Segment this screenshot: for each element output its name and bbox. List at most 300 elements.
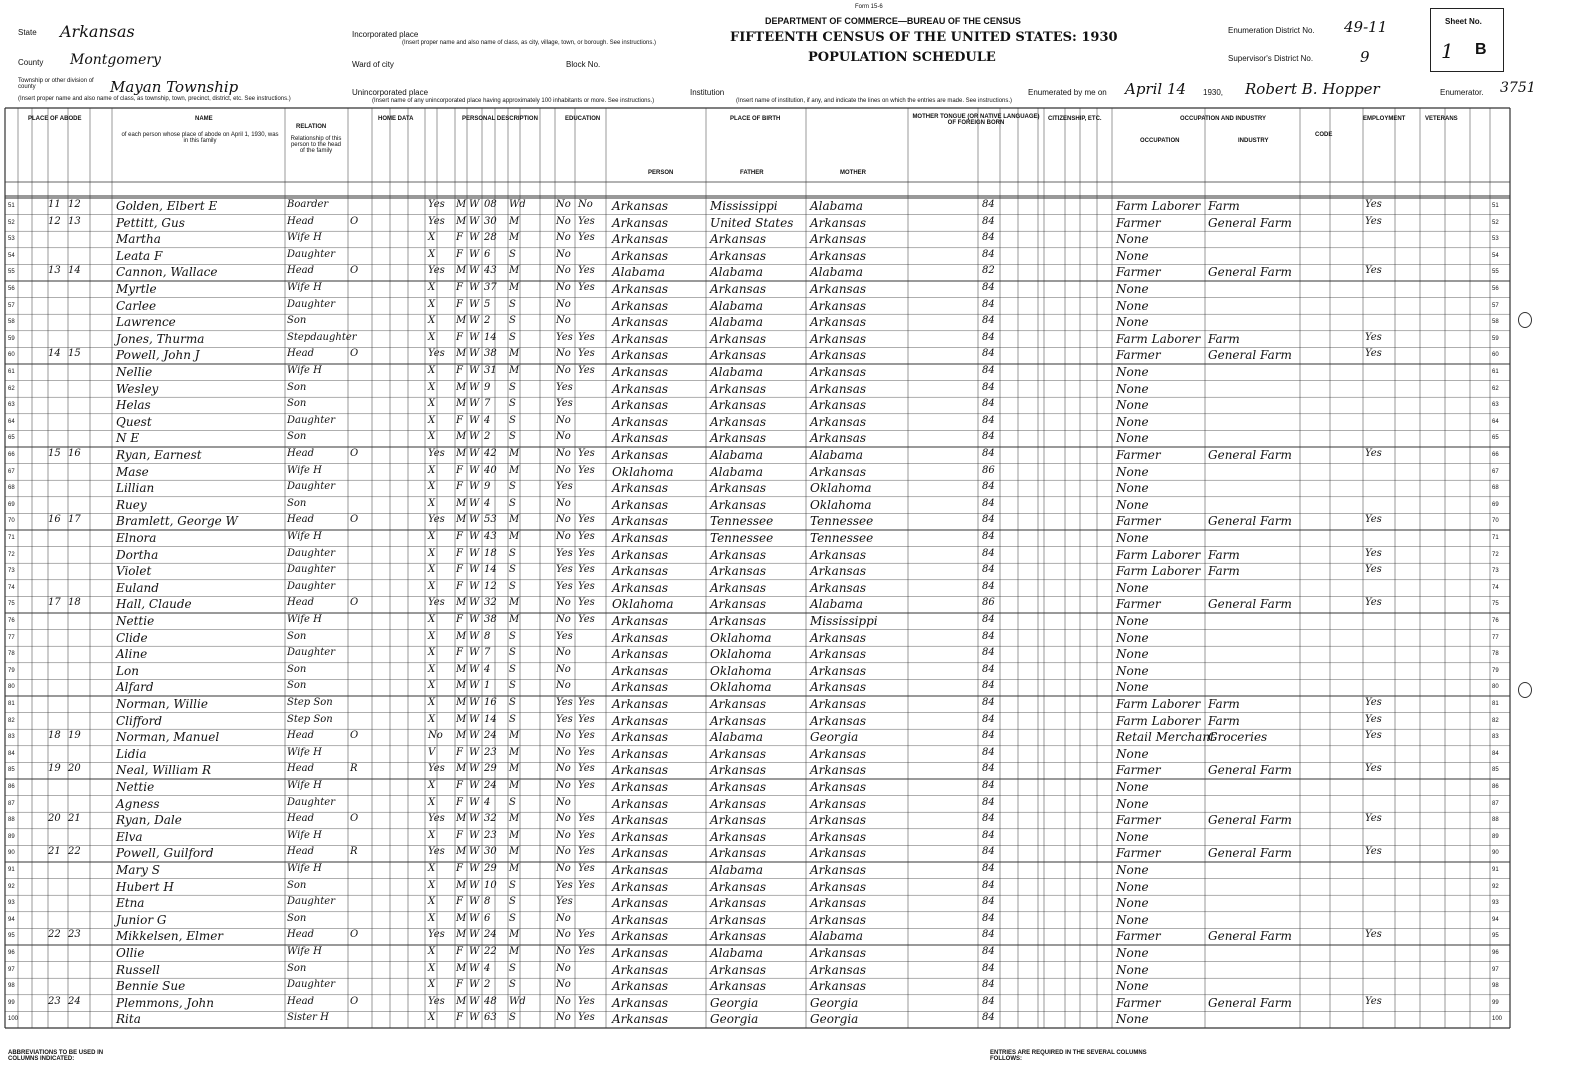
birthplace-person: Arkansas — [612, 199, 669, 213]
marital-status: M — [509, 614, 520, 625]
birthplace-code: 82 — [982, 265, 995, 277]
race: W — [469, 946, 480, 957]
person-name: Lon — [116, 663, 139, 678]
industry: General Farm — [1208, 846, 1292, 861]
age: 23 — [484, 829, 497, 841]
occupation: None — [1116, 630, 1149, 645]
industry: General Farm — [1208, 763, 1292, 778]
sex: F — [456, 331, 463, 343]
family-number: 19 — [68, 730, 81, 742]
birthplace-code: 84 — [982, 746, 995, 758]
age: 5 — [484, 298, 491, 310]
birthplace-code: 84 — [982, 995, 995, 1007]
line-number: 84 — [1492, 750, 1499, 757]
birthplace-father: Arkansas — [710, 912, 767, 927]
birthplace-person: Arkansas — [612, 614, 669, 628]
birthplace-person: Arkansas — [612, 863, 669, 877]
line-number: 52 — [1492, 219, 1499, 226]
line-number: 80 — [1492, 684, 1499, 691]
sex: M — [456, 265, 467, 277]
occupation: None — [1116, 962, 1149, 977]
age: 4 — [484, 497, 491, 509]
school-attendance: No — [556, 348, 571, 360]
occupation: None — [1116, 796, 1149, 811]
birthplace-person: Alabama — [612, 265, 666, 280]
person-name: Nettie — [116, 614, 155, 628]
relation: Head — [287, 215, 315, 227]
birthplace-father: Alabama — [710, 730, 764, 745]
occupation: None — [1116, 863, 1149, 877]
school-attendance: No — [556, 763, 571, 775]
birthplace-person: Arkansas — [612, 431, 669, 446]
birthplace-mother: Georgia — [810, 995, 859, 1010]
age: 18 — [484, 547, 497, 559]
radio-set: X — [428, 414, 436, 426]
marital-status: S — [509, 564, 516, 576]
birthplace-person: Arkansas — [612, 813, 669, 828]
birthplace-code: 84 — [982, 1012, 995, 1024]
birthplace-code: 84 — [982, 248, 995, 260]
school-attendance: No — [556, 414, 571, 426]
birthplace-father: Arkansas — [710, 763, 767, 778]
occupation: Retail Merchant — [1116, 730, 1215, 745]
radio-set: X — [428, 1012, 436, 1024]
birthplace-code: 84 — [982, 514, 995, 526]
state-label: State — [18, 28, 37, 37]
birthplace-code: 84 — [982, 896, 995, 908]
birthplace-father: Alabama — [710, 265, 764, 280]
school-attendance: No — [556, 199, 571, 210]
birthplace-mother: Arkansas — [810, 431, 867, 446]
school-attendance: No — [556, 863, 571, 874]
family-number: 12 — [68, 199, 81, 210]
school-attendance: No — [556, 232, 571, 244]
at-work: Yes — [1365, 929, 1382, 941]
birthplace-father: Arkansas — [710, 481, 767, 496]
home-tenure: O — [350, 597, 359, 609]
line-number-left: 85 — [8, 767, 15, 774]
birthplace-person: Arkansas — [612, 697, 669, 711]
industry: General Farm — [1208, 514, 1292, 529]
school-attendance: No — [556, 946, 571, 957]
race: W — [469, 564, 480, 576]
sheet-number: 1 — [1441, 39, 1454, 63]
birthplace-mother: Arkansas — [810, 846, 867, 861]
sex: M — [456, 713, 467, 725]
occupation: None — [1116, 979, 1149, 994]
relation: Son — [287, 680, 307, 692]
line-number-left: 53 — [8, 236, 15, 243]
race: W — [469, 863, 480, 874]
marital-status: M — [509, 829, 520, 841]
line-number: 83 — [1492, 734, 1499, 741]
birthplace-person: Arkansas — [612, 531, 669, 545]
sex: M — [456, 215, 467, 227]
birthplace-code: 84 — [982, 215, 995, 227]
birthplace-code: 84 — [982, 647, 995, 659]
sex: F — [456, 547, 463, 559]
occupation: None — [1116, 298, 1149, 313]
birthplace-code: 84 — [982, 680, 995, 692]
birthplace-father: Arkansas — [710, 497, 767, 512]
relation: Head — [287, 846, 315, 858]
birthplace-mother: Arkansas — [810, 912, 867, 927]
birthplace-mother: Arkansas — [810, 946, 867, 960]
marital-status: Wd — [509, 199, 526, 210]
birthplace-code: 84 — [982, 763, 995, 775]
line-number: 63 — [1492, 402, 1499, 409]
birthplace-father: Alabama — [710, 863, 764, 877]
sex: F — [456, 647, 463, 659]
relation: Head — [287, 813, 315, 825]
line-number: 51 — [1492, 203, 1499, 209]
age: 30 — [484, 215, 497, 227]
relation: Head — [287, 448, 315, 459]
industry: General Farm — [1208, 995, 1292, 1010]
line-number: 82 — [1492, 717, 1499, 724]
person-name: Wesley — [116, 381, 159, 396]
family-number: 24 — [68, 995, 81, 1007]
birthplace-person: Arkansas — [612, 663, 669, 678]
birthplace-father: United States — [710, 215, 794, 230]
age: 08 — [484, 199, 497, 210]
school-attendance: No — [556, 796, 571, 808]
age: 40 — [484, 464, 497, 476]
birthplace-father: Arkansas — [710, 431, 767, 446]
race: W — [469, 829, 480, 841]
relation: Sister H — [287, 1012, 329, 1024]
age: 7 — [484, 398, 491, 410]
line-number: 86 — [1492, 784, 1499, 790]
can-read: Yes — [578, 580, 595, 592]
birthplace-code: 84 — [982, 348, 995, 360]
school-attendance: Yes — [556, 697, 573, 708]
line-number-left: 75 — [8, 601, 15, 608]
race: W — [469, 431, 480, 443]
marital-status: M — [509, 365, 520, 376]
birthplace-code: 84 — [982, 979, 995, 991]
age: 24 — [484, 780, 497, 791]
sex: M — [456, 697, 467, 708]
race: W — [469, 597, 480, 609]
radio-set: X — [428, 547, 436, 559]
sex: F — [456, 796, 463, 808]
birthplace-person: Arkansas — [612, 912, 669, 927]
occupation: None — [1116, 431, 1149, 446]
person-name: Mase — [116, 464, 149, 479]
school-attendance: No — [556, 265, 571, 277]
occupation: None — [1116, 531, 1149, 545]
line-number: 53 — [1492, 236, 1499, 243]
industry: Farm — [1208, 331, 1240, 346]
person-name: Rita — [116, 1012, 141, 1027]
line-number-left: 73 — [8, 568, 15, 575]
line-number-left: 88 — [8, 817, 15, 824]
line-number-left: 71 — [8, 535, 15, 541]
marital-status: S — [509, 796, 516, 808]
at-work: Yes — [1365, 265, 1382, 277]
race: W — [469, 929, 480, 941]
birthplace-person: Arkansas — [612, 846, 669, 861]
age: 6 — [484, 912, 491, 924]
can-read: Yes — [578, 846, 595, 858]
occupation: Farmer — [1116, 514, 1161, 529]
at-work: Yes — [1365, 995, 1382, 1007]
relation: Wife H — [287, 531, 322, 542]
dwelling-number: 13 — [48, 265, 61, 277]
line-number-left: 51 — [8, 203, 15, 209]
code-head: CODE — [1315, 132, 1333, 138]
birthplace-code: 84 — [982, 796, 995, 808]
race: W — [469, 365, 480, 376]
birthplace-person: Arkansas — [612, 481, 669, 496]
line-number: 100 — [1492, 1016, 1503, 1023]
line-number-left: 93 — [8, 900, 15, 907]
binder-hole — [1518, 312, 1532, 328]
radio-set: X — [428, 946, 436, 957]
dwelling-number: 14 — [48, 348, 61, 360]
birthplace-person: Arkansas — [612, 215, 669, 230]
family-number: 23 — [68, 929, 81, 941]
sex: F — [456, 414, 463, 426]
school-attendance: Yes — [556, 580, 573, 592]
race: W — [469, 232, 480, 244]
relation: Daughter — [287, 796, 335, 808]
can-read: Yes — [578, 813, 595, 825]
sex: M — [456, 497, 467, 509]
birthplace-father: Arkansas — [710, 813, 767, 828]
relation: Head — [287, 348, 315, 360]
marital-status: S — [509, 298, 516, 310]
block-label: Block No. — [566, 60, 601, 69]
at-work: Yes — [1365, 564, 1382, 576]
occupation: None — [1116, 780, 1149, 794]
dwelling-number: 12 — [48, 215, 61, 227]
race: W — [469, 730, 480, 742]
birthplace-code: 84 — [982, 730, 995, 742]
can-read: Yes — [578, 614, 595, 625]
relation: Son — [287, 912, 307, 924]
birthplace-code: 84 — [982, 780, 995, 791]
state-value: Arkansas — [60, 22, 135, 41]
occupation: None — [1116, 879, 1149, 894]
race: W — [469, 879, 480, 891]
radio-set: X — [428, 896, 436, 908]
industry: Farm — [1208, 713, 1240, 728]
family-number: 13 — [68, 215, 81, 227]
birthplace-father: Georgia — [710, 995, 759, 1010]
birthplace-father: Arkansas — [710, 381, 767, 396]
relation: Head — [287, 730, 315, 742]
relation: Stepdaughter — [287, 331, 357, 343]
marital-status: M — [509, 597, 520, 609]
enumerator-name: Robert B. Hopper — [1245, 80, 1380, 98]
can-read: Yes — [578, 365, 595, 376]
enumerator-label: Enumerator. — [1440, 88, 1484, 97]
sex: F — [456, 464, 463, 476]
school-attendance: No — [556, 315, 571, 327]
at-work: Yes — [1365, 331, 1382, 343]
group-home-data: HOME DATA — [378, 116, 414, 122]
line-number: 67 — [1492, 468, 1499, 475]
marital-status: S — [509, 398, 516, 410]
sex: M — [456, 680, 467, 692]
radio-set: Yes — [428, 514, 445, 526]
birthplace-person: Arkansas — [612, 448, 669, 462]
race: W — [469, 647, 480, 659]
marital-status: M — [509, 282, 520, 293]
birthplace-father: Georgia — [710, 1012, 759, 1027]
sex: M — [456, 763, 467, 775]
race: W — [469, 381, 480, 393]
industry-head: INDUSTRY — [1238, 138, 1269, 144]
sex: F — [456, 365, 463, 376]
dwelling-number: 18 — [48, 730, 61, 742]
line-number-left: 70 — [8, 518, 15, 525]
radio-set: X — [428, 564, 436, 576]
school-attendance: No — [556, 298, 571, 310]
race: W — [469, 780, 480, 791]
race: W — [469, 962, 480, 974]
sex: M — [456, 962, 467, 974]
birthplace-code: 84 — [982, 381, 995, 393]
birthplace-father: Arkansas — [710, 564, 767, 579]
radio-set: Yes — [428, 995, 445, 1007]
radio-set: Yes — [428, 813, 445, 825]
marital-status: S — [509, 962, 516, 974]
line-number: 69 — [1492, 501, 1499, 508]
line-number-left: 54 — [8, 252, 15, 259]
line-number-left: 94 — [8, 916, 15, 923]
race: W — [469, 298, 480, 310]
family-number: 21 — [68, 813, 81, 825]
person-name: Bennie Sue — [116, 979, 186, 994]
birthplace-father: Arkansas — [710, 846, 767, 861]
radio-set: X — [428, 282, 436, 293]
birthplace-person: Arkansas — [612, 580, 669, 595]
group-mother-tongue: MOTHER TONGUE (OR NATIVE LANGUAGE) OF FOREIGN BORN — [912, 114, 1040, 126]
birthplace-code: 84 — [982, 315, 995, 327]
school-attendance: No — [556, 995, 571, 1007]
abbreviations-note: ABBREVIATIONS TO BE USED IN COLUMNS INDICATED: — [8, 1050, 104, 1062]
relation: Daughter — [287, 647, 335, 659]
birthplace-mother: Alabama — [810, 199, 864, 213]
marital-status: M — [509, 813, 520, 825]
birthplace-person: Arkansas — [612, 979, 669, 994]
birthplace-code: 84 — [982, 929, 995, 941]
person-name: Cannon, Wallace — [116, 265, 218, 280]
birthplace-mother: Arkansas — [810, 829, 867, 844]
school-attendance: No — [556, 730, 571, 742]
birthplace-father: Arkansas — [710, 414, 767, 429]
radio-set: X — [428, 796, 436, 808]
can-read: Yes — [578, 829, 595, 841]
home-tenure: O — [350, 813, 359, 825]
marital-status: M — [509, 348, 520, 360]
birthplace-person: Arkansas — [612, 1012, 669, 1027]
industry: General Farm — [1208, 215, 1292, 230]
line-number-left: 69 — [8, 501, 15, 508]
occupation: None — [1116, 829, 1149, 844]
birthplace-father: Arkansas — [710, 282, 767, 296]
age: 16 — [484, 697, 497, 708]
birthplace-mother: Arkansas — [810, 381, 867, 396]
sex: F — [456, 531, 463, 542]
dwelling-number: 16 — [48, 514, 61, 526]
school-attendance: No — [556, 431, 571, 443]
line-number: 72 — [1492, 551, 1499, 558]
line-number: 55 — [1492, 269, 1499, 276]
can-read: Yes — [578, 265, 595, 277]
line-number-left: 61 — [8, 369, 15, 375]
age: 38 — [484, 614, 497, 625]
person-name: Golden, Elbert E — [116, 199, 218, 213]
occupation: None — [1116, 680, 1149, 695]
school-attendance: Yes — [556, 630, 573, 642]
at-work: Yes — [1365, 215, 1382, 227]
family-number: 20 — [68, 763, 81, 775]
person-head: PERSON — [648, 170, 674, 176]
radio-set: X — [428, 315, 436, 327]
relation: Head — [287, 514, 315, 526]
race: W — [469, 1012, 480, 1024]
industry: General Farm — [1208, 597, 1292, 612]
home-tenure: O — [350, 514, 359, 526]
at-work: Yes — [1365, 713, 1382, 725]
birthplace-person: Arkansas — [612, 746, 669, 761]
birthplace-father: Alabama — [710, 946, 764, 960]
line-number-left: 81 — [8, 701, 15, 707]
marital-status: M — [509, 531, 520, 542]
birthplace-mother: Arkansas — [810, 348, 867, 363]
marital-status: S — [509, 879, 516, 891]
birthplace-mother: Arkansas — [810, 248, 867, 263]
at-work: Yes — [1365, 199, 1382, 210]
birthplace-code: 84 — [982, 946, 995, 957]
occupation: None — [1116, 398, 1149, 413]
relation: Son — [287, 962, 307, 974]
birthplace-code: 84 — [982, 713, 995, 725]
marital-status: S — [509, 697, 516, 708]
birthplace-mother: Arkansas — [810, 746, 867, 761]
race: W — [469, 514, 480, 526]
birthplace-father: Arkansas — [710, 896, 767, 911]
line-number: 77 — [1492, 634, 1499, 641]
radio-set: X — [428, 912, 436, 924]
birthplace-code: 84 — [982, 580, 995, 592]
school-attendance: No — [556, 962, 571, 974]
race: W — [469, 398, 480, 410]
birthplace-father: Mississippi — [710, 199, 778, 213]
relation: Head — [287, 995, 315, 1007]
line-number-left: 57 — [8, 302, 15, 309]
birthplace-person: Arkansas — [612, 414, 669, 429]
line-number: 95 — [1492, 933, 1499, 940]
relation: Step Son — [287, 713, 333, 725]
sex: M — [456, 929, 467, 941]
sex: F — [456, 248, 463, 260]
birthplace-mother: Arkansas — [810, 232, 867, 247]
sex: F — [456, 1012, 463, 1024]
birthplace-person: Arkansas — [612, 647, 669, 662]
sex: F — [456, 946, 463, 957]
county-label: County — [18, 58, 44, 67]
group-citizenship: CITIZENSHIP, ETC. — [1048, 116, 1102, 122]
birthplace-father: Alabama — [710, 298, 764, 313]
marital-status: S — [509, 331, 516, 343]
person-name: Nettie — [116, 780, 155, 794]
occupation: Farmer — [1116, 448, 1161, 462]
